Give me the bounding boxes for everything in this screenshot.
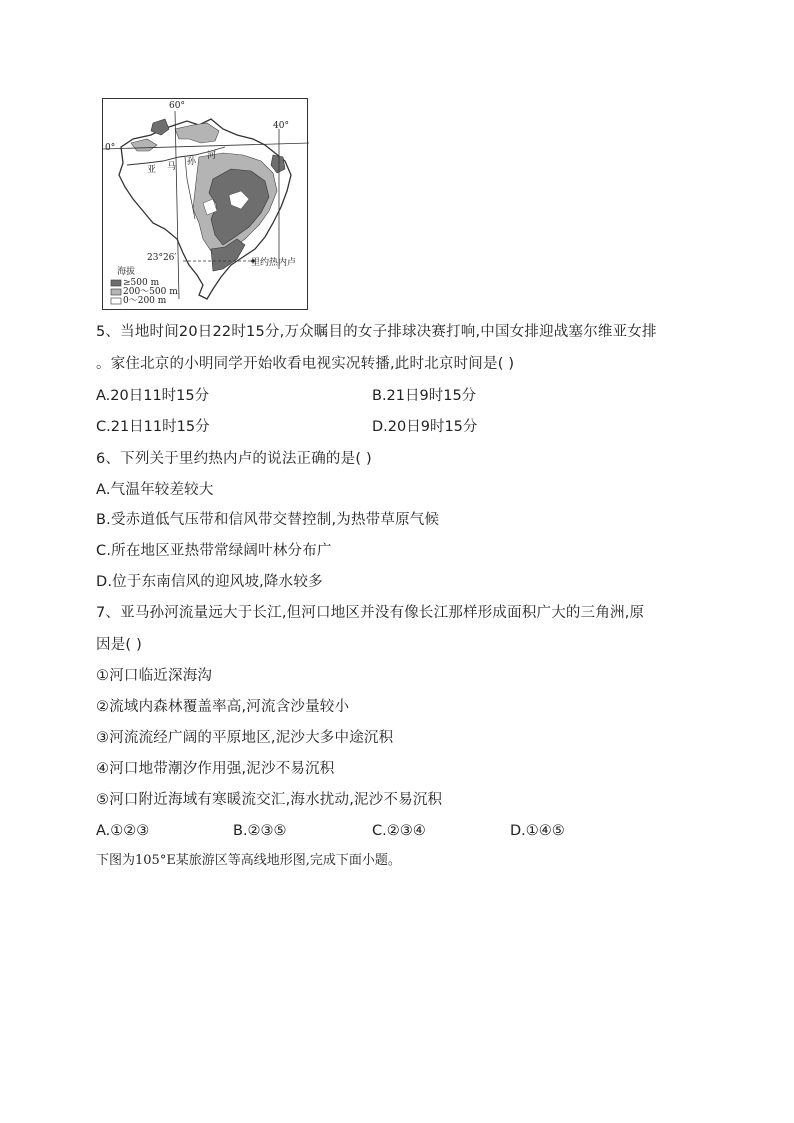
river-char-4: 河: [207, 151, 217, 161]
q6-option-b: B.受赤道低气压带和信风带交替控制,为热带草原气候: [96, 512, 440, 528]
q6-stem: 6、下列关于里约热内卢的说法正确的是( ): [96, 451, 372, 467]
river-char-1: 亚: [147, 165, 157, 175]
q6-option-c: C.所在地区亚热带常绿阔叶林分布广: [96, 543, 332, 559]
legend-label-low: 0～200 m: [123, 296, 167, 306]
q7-option-c: C.②③④: [372, 823, 426, 839]
q7-item-4: ④河口地带潮汐作用强,泥沙不易沉积: [96, 761, 335, 777]
tropic-label: 23°26′: [147, 253, 177, 263]
q7-item-5: ⑤河口附近海域有寒暖流交汇,海水扰动,泥沙不易沉积: [96, 792, 443, 808]
q5-option-c: C.21日11时15分: [96, 419, 210, 435]
lat-60-label: 60°: [169, 101, 185, 111]
q7-item-1: ①河口临近深海沟: [96, 668, 213, 684]
q6-option-d: D.位于东南信风的迎风坡,降水较多: [96, 574, 323, 590]
zero-deg-label: 0°: [105, 143, 116, 153]
q7-item-3: ③河流流经广阔的平原地区,泥沙大多中途沉积: [96, 730, 394, 746]
q5-option-d: D.20日9时15分: [372, 419, 478, 435]
q7-stem-line1: 7、亚马孙河流量远大于长江,但河口地区并没有像长江那样形成面积广大的三角洲,原: [96, 605, 645, 621]
legend-title: 海拔: [117, 267, 136, 277]
river-char-2: 马: [167, 162, 177, 172]
q7-stem-line2: 因是( ): [96, 637, 142, 653]
legend-swatch-mid: [111, 289, 121, 295]
q7-item-2: ②流域内森林覆盖率高,河流含沙量较小: [96, 699, 350, 715]
q5-option-a: A.20日11时15分: [96, 388, 210, 404]
q7-option-a: A.①②③: [96, 823, 150, 839]
next-figure-note: 下图为105°E某旅游区等高线地形图,完成下面小题。: [96, 853, 401, 868]
legend-swatch-high: [111, 280, 121, 286]
river-char-3: 孙: [187, 157, 197, 167]
legend-label-high: ≥500 m: [123, 278, 160, 288]
city-label: 里约热内卢: [251, 258, 297, 268]
q5-stem-line1: 5、当地时间20日22时15分,万众瞩目的女子排球决赛打响,中国女排迎战塞尔维亚女排: [96, 324, 657, 340]
q7-option-d: D.①④⑤: [510, 823, 565, 839]
q5-option-b: B.21日9时15分: [372, 388, 477, 404]
legend-swatch-low: [111, 298, 121, 304]
q7-option-b: B.②③⑤: [233, 823, 287, 839]
q6-option-a: A.气温年较差较大: [96, 482, 214, 498]
brazil-elevation-map: [102, 98, 308, 310]
legend-label-mid: 200～500 m: [123, 287, 178, 297]
q5-stem-line2: 。家住北京的小明同学开始收看电视实况转播,此时北京时间是( ): [96, 356, 515, 372]
lon-40-label: 40°: [273, 121, 289, 131]
